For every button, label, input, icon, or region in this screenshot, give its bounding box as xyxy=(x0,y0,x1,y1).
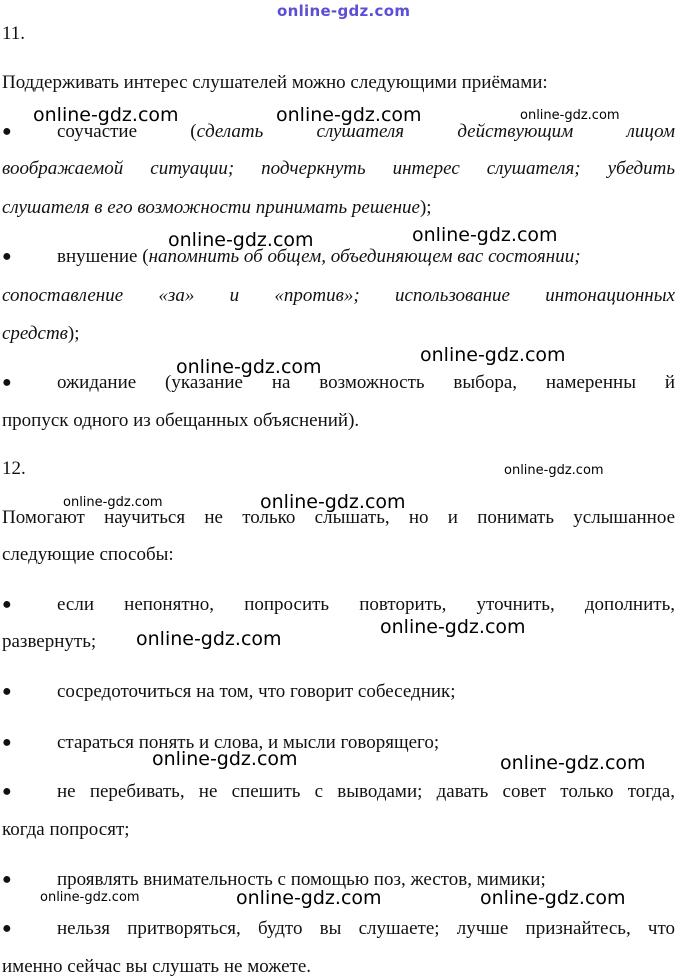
s12-bullet-5: проявлять внимательность с помощью поз, жестов, мимики; xyxy=(57,869,546,890)
section-12-number: 12. xyxy=(2,458,26,479)
watermark-text: online-gdz.com xyxy=(276,104,422,126)
section-11-number: 11. xyxy=(2,23,26,44)
s12-bullet-6-line-2: именно сейчас вы слушать не можете. xyxy=(2,956,312,977)
s11-b2-italic-3: средств xyxy=(2,323,68,344)
s12-bullet-2: сосредоточиться на том, что говорит собеседник; xyxy=(57,681,456,702)
bullet-icon: ● xyxy=(2,248,12,265)
s11-b2-tail: ); xyxy=(67,323,80,344)
watermark-text: online-gdz.com xyxy=(136,628,282,650)
watermark-text: online-gdz.com xyxy=(500,752,646,774)
s11-b2-lead: внушение ( xyxy=(57,246,149,267)
s12-bullet-4-line-1: не перебивать, не спешить с выводами; давать совет только тогда, xyxy=(57,781,675,802)
bullet-icon: ● xyxy=(2,123,12,140)
watermark-text: online-gdz.com xyxy=(176,356,322,378)
s11-bullet-1-line-2 xyxy=(2,157,675,181)
s11-b2-italic-1: напомнить об общем, объединяющем вас состоянии; xyxy=(148,246,581,267)
bullet-icon: ● xyxy=(2,596,12,613)
watermark-text: online-gdz.com xyxy=(40,890,140,905)
s11-b1-italic-1: сделать слушателя действующим лицом xyxy=(196,121,675,142)
section-11-intro: Поддерживать интерес слушателей можно следующими приёмами: xyxy=(2,72,548,93)
s11-bullet-2-line-3 xyxy=(2,322,675,346)
watermark-text: online-gdz.com xyxy=(236,887,382,909)
s11-bullet-3-line-2: пропуск одного из обещанных объяснений). xyxy=(2,410,360,431)
bullet-icon: ● xyxy=(2,683,12,700)
s11-b1-italic-3: слушателя в его возможности принимать решение xyxy=(2,197,420,218)
s11-b1-lead: соучастие ( xyxy=(57,121,197,142)
s12-bullet-1-line-1: если непонятно, попросить повторить, уточнить, дополнить, xyxy=(57,594,675,615)
s12-intro-line-2: следующие способы: xyxy=(2,544,174,565)
watermark-text: online-gdz.com xyxy=(63,495,163,510)
s12-bullet-1-line-2: развернуть; xyxy=(2,631,97,652)
header-watermark: online-gdz.com xyxy=(277,2,411,20)
bullet-icon: ● xyxy=(2,734,12,751)
s11-bullet-3-line-1: ожидание (указание на возможность выбора, намеренны й xyxy=(57,372,675,393)
s12-bullet-3: стараться понять и слова, и мысли говорящего; xyxy=(57,732,440,753)
s12-intro-line-1: Помогают научиться не только слышать, но и понимать услышанное xyxy=(2,507,675,528)
watermark-text: online-gdz.com xyxy=(520,108,620,123)
watermark-text: online-gdz.com xyxy=(480,887,626,909)
watermark-text: online-gdz.com xyxy=(168,229,314,251)
bullet-icon: ● xyxy=(2,920,12,937)
watermark-text: online-gdz.com xyxy=(33,104,179,126)
bullet-icon: ● xyxy=(2,374,12,391)
s11-bullet-1-line-3 xyxy=(2,196,675,220)
watermark-text: online-gdz.com xyxy=(504,463,604,478)
watermark-text: online-gdz.com xyxy=(380,616,526,638)
bullet-icon: ● xyxy=(2,783,12,800)
s12-bullet-6-line-1: нельзя притворяться, будто вы слушаете; лучше признайтесь, что xyxy=(57,918,675,939)
watermark-text: online-gdz.com xyxy=(152,748,298,770)
s11-b1-tail: ); xyxy=(419,197,432,218)
watermark-text: online-gdz.com xyxy=(260,491,406,513)
bullet-icon: ● xyxy=(2,871,12,888)
s11-b1-italic-2: воображаемой ситуации; подчеркнуть интерес слушателя; убедить xyxy=(2,158,675,179)
s11-bullet-2-line-1 xyxy=(57,245,675,269)
s11-bullet-2-line-2 xyxy=(2,284,675,308)
watermark-text: online-gdz.com xyxy=(420,344,566,366)
s12-bullet-4-line-2: когда попросят; xyxy=(2,819,130,840)
s11-b2-italic-2: сопоставление «за» и «против»; использование интонационных xyxy=(2,285,675,306)
watermark-text: online-gdz.com xyxy=(412,224,558,246)
